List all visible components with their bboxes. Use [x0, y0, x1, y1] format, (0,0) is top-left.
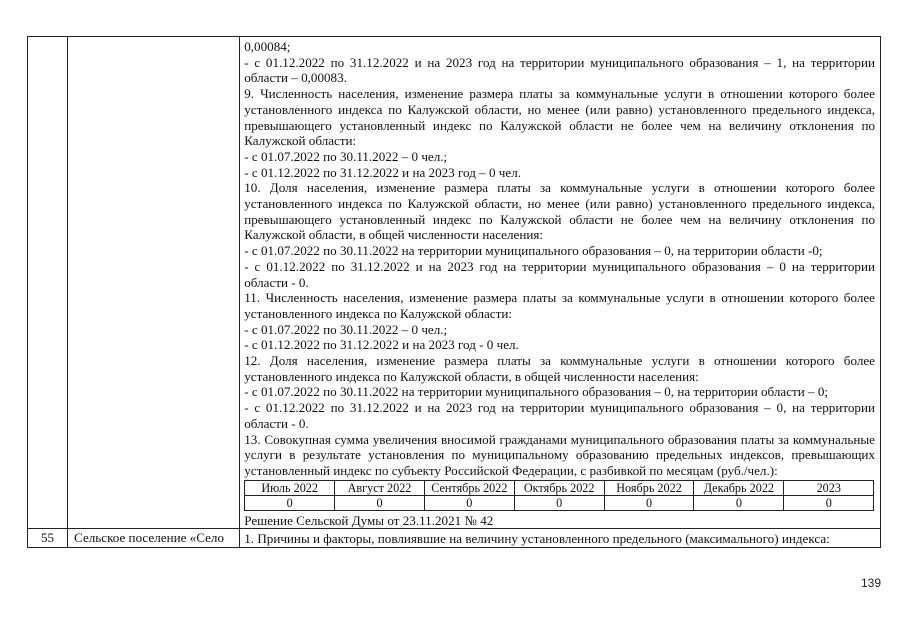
paragraph: 11. Численность населения, изменение размера платы за коммунальные услуги в отношении которого более установленного индекса по Калужской области:	[244, 290, 875, 321]
paragraph: - с 01.12.2022 по 31.12.2022 и на 2023 год на территории муниципального образования – 1, на территории области – 0,00083.	[244, 54, 875, 86]
month-value: 0	[245, 495, 335, 510]
paragraph: - с 01.07.2022 по 30.11.2022 на территории муниципального образования – 0, на территории области – 0;	[244, 384, 829, 400]
page-number: 139	[860, 576, 881, 590]
month-header: 2023	[784, 480, 874, 495]
month-value: 0	[604, 495, 694, 510]
row-number-cell: 55	[28, 529, 68, 548]
month-header: Октябрь 2022	[514, 480, 604, 495]
row-content-cell	[240, 37, 881, 529]
row-name-cell: Сельское поселение «Село	[68, 529, 240, 548]
paragraph: 12. Доля населения, изменение размера платы за коммунальные услуги в отношении которого более установленного индекса по Калужской области, в общей численности населения:	[244, 353, 875, 384]
decision-reference: Решение Сельской Думы от 23.11.2021 № 42	[244, 512, 494, 528]
month-header: Август 2022	[335, 480, 425, 495]
table-row	[28, 37, 881, 529]
paragraph: - с 01.07.2022 по 30.11.2022 на территории муниципального образования – 0, на территории области -0;	[244, 243, 823, 259]
paragraph: 13. Совокупная сумма увеличения вносимой гражданами муниципального образования платы за коммунальные услуги в результате установления по муниципальному образованию предельных индексов, превышающих установленный индекс по субъекту Российской Федерации, с разбивкой по месяцам (руб./чел.):	[244, 431, 875, 478]
month-value: 0	[514, 495, 604, 510]
month-value: 0	[424, 495, 514, 510]
month-value: 0	[784, 495, 874, 510]
paragraph: 10. Доля населения, изменение размера платы за коммунальные услуги в отношении которого более установленного индекса по Калужской области, но менее (или равно) установленного предельного индекса, превышающего установленный индекс по Калужской области не более чем на величину отклонения по Калужской области, в общей численности населения:	[244, 180, 875, 243]
month-value: 0	[694, 495, 784, 510]
paragraph: 0,00084;	[244, 39, 291, 54]
month-header: Июль 2022	[245, 480, 335, 495]
paragraph: 9. Численность населения, изменение размера платы за коммунальные услуги в отношении которого более установленного индекса по Калужской области, но менее (или равно) установленного предельного индекса, превышающего установленный индекс по Калужской области не более чем на величину отклонения по Калужской области:	[244, 86, 875, 149]
paragraph: - с 01.12.2022 по 31.12.2022 и на 2023 год на территории муниципального образования – 0 на территории области - 0.	[244, 258, 875, 290]
paragraph: - с 01.07.2022 по 30.11.2022 – 0 чел.;	[244, 148, 448, 164]
month-header: Декабрь 2022	[694, 480, 784, 495]
monthly-amount-table	[244, 480, 874, 511]
row-content-cell	[240, 529, 881, 548]
row-name-cell	[68, 37, 240, 529]
monthly-value-row	[245, 495, 874, 510]
paragraph: 1. Причины и факторы, повлиявшие на величину установленного предельного (максимального) индекса:	[244, 531, 830, 547]
paragraph: - с 01.12.2022 по 31.12.2022 и на 2023 год – 0 чел.	[244, 164, 521, 180]
table-row	[28, 529, 881, 548]
month-header: Ноябрь 2022	[604, 480, 694, 495]
paragraph: - с 01.07.2022 по 30.11.2022 – 0 чел.;	[244, 321, 448, 337]
month-value: 0	[335, 495, 425, 510]
paragraph-list	[244, 39, 875, 479]
paragraph: - с 01.12.2022 по 31.12.2022 и на 2023 год - 0 чел.	[244, 337, 519, 353]
document-table	[27, 36, 881, 548]
monthly-header-row	[245, 480, 874, 495]
row-number-cell	[28, 37, 68, 529]
month-header: Сентябрь 2022	[424, 480, 514, 495]
paragraph: - с 01.12.2022 по 31.12.2022 и на 2023 год на территории муниципального образования – 0, на территории области - 0.	[244, 400, 875, 431]
